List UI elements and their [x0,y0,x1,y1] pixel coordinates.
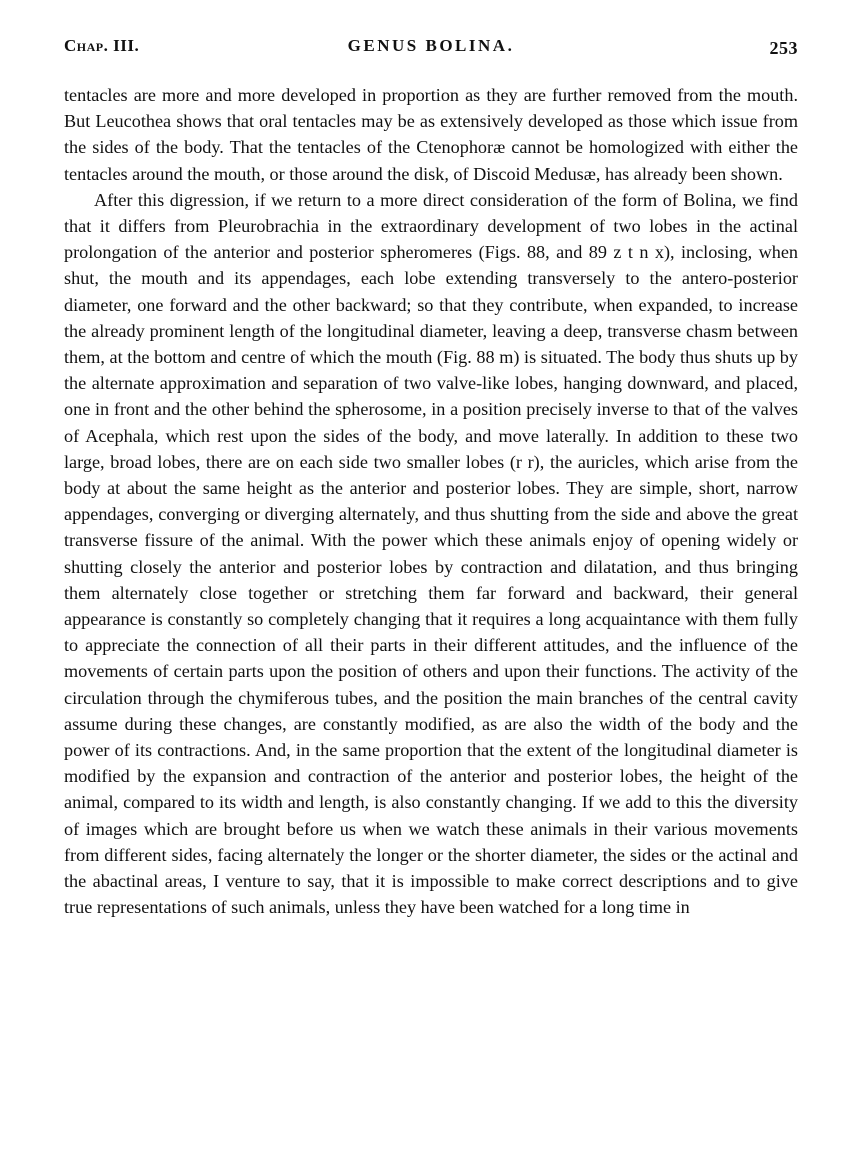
page-number: 253 [769,38,798,58]
running-title: GENUS BOLINA. [347,36,515,55]
running-header [64,36,798,60]
paragraph-continuation: tentacles are more and more developed in proportion as they are further removed from the mouth. But Leucothea shows that oral tentacles may be as extensively developed as those which issue from the sides of the body. That the tentacles of the Ctenophoræ cannot be homologized with either the tentacles around the mouth, or those around the disk, of Discoid Medusæ, has already been shown. [64,85,798,184]
chapter-label: Chap. III. [64,36,140,55]
paragraph: After this digression, if we return to a more direct consideration of the form of Bolina, we find that it differs from Pleurobrachia in the extraordinary development of two lobes in the actinal prolongation of the anterior and posterior spheromeres (Figs. 88, and 89 z t n x), inclosing, when shut, the mouth and its appendages, each lobe extending transversely to the antero-posterior diameter, one forward and the other backward; so that they contribute, when expanded, to increase the already prominent length of the longitudinal diameter, leaving a deep, transverse chasm between them, at the bottom and centre of which the mouth (Fig. 88 m) is situated. The body thus shuts up by the alternate approximation and separation of two valve-like lobes, hanging downward, and placed, one in front and the other behind the spherosome, in a position precisely inverse to that of the valves of Acephala, which rest upon the sides of the body, and move laterally. In addition to these two large, broad lobes, there are on each side two smaller lobes (r r), the auricles, which arise from the body at about the same height as the anterior and posterior lobes. They are simple, short, narrow appendages, converging or diverging alternately, and thus shutting from the side and above the great transverse fissure of the animal. With the power which these animals enjoy of opening widely or shutting closely the anterior and posterior lobes by contraction and dilatation, and thus bringing them alternately close together or stretching them far forward and backward, their general appearance is constantly so completely changing that it requires a long acquaintance with them fully to appreciate the connection of all their parts in their different attitudes, and the influence of the movements of certain parts upon the position of others and upon their functions. The activity of the circulation through the chymiferous tubes, and the position the main branches of the central cavity assume during these changes, are constantly modified, as are also the width of the body and the power of its contractions. And, in the same proportion that the extent of the longitudinal diameter is modified by the expansion and contraction of the anterior and posterior lobes, the height of the animal, compared to its width and length, is also constantly changing. If we add to this the diversity of images which are brought before us when we watch these animals in their various movements from different sides, facing alternately the longer or the shorter diameter, the sides or the actinal and the abactinal areas, I venture to say, that it is impossible to make correct descriptions and to give true representations of such animals, unless they have been watched for a long time in [64,189,798,918]
body-text [64,82,798,921]
